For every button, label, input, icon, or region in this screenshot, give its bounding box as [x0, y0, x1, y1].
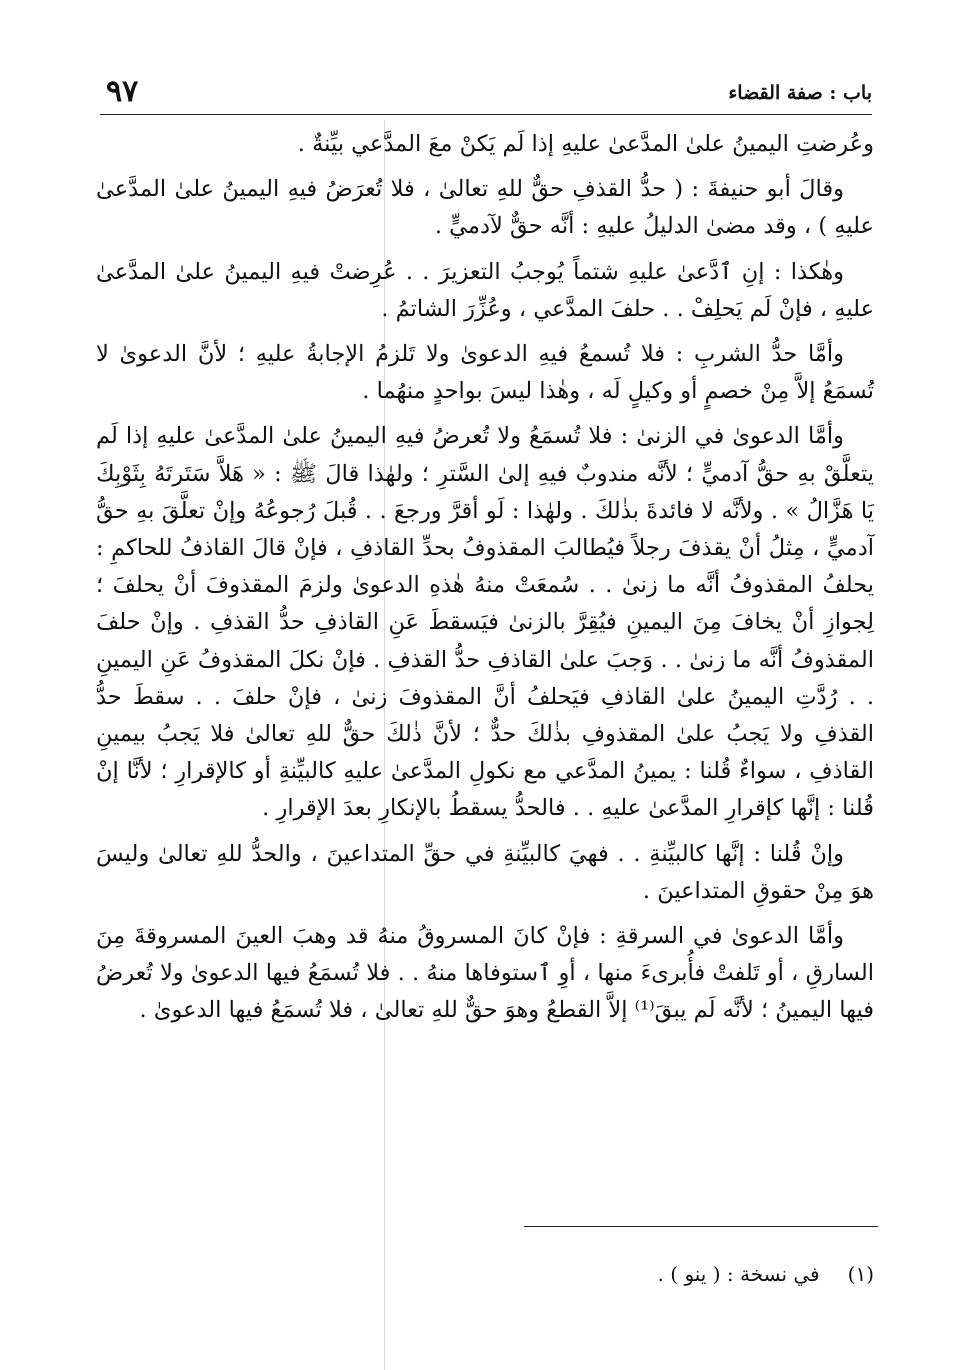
paragraph: وهٰكذا : إنِ ٱدَّعىٰ عليهِ شتماً يُوجبُ التعزيرَ . . عُرِضتْ فيهِ اليمينُ علىٰ المدَّعىٰ عليهِ ، فإنْ لَم يَحلِفْ . . حلفَ المدَّعي ، وعُزِّرَ الشاتمُ .	[96, 258, 874, 322]
footnote-separator	[524, 1226, 878, 1227]
main-text	[96, 126, 874, 1038]
footnote	[658, 1262, 874, 1286]
paragraph: وأمَّا الدعوىٰ في الزنىٰ : فلا تُسمَعُ ولا تُعرضُ فيهِ اليمينُ علىٰ المدَّعىٰ عليهِ إذا لَم يتعلَّقْ بهِ حقُّ آدميٍّ ؛ لأنَّه مندوبٌ فيهِ إلىٰ السَّترِ ؛ ولهٰذا قالَ ﷺ : « هَلاَّ سَتَرتَهُ بِثَوْبِكَ يَا هَزَّالُ » . ولأنَّه لا فائدةَ بذٰلكَ . ولهٰذا : لَو أقرَّ ورجعَ . . قُبلَ رُجوعُهُ وإنْ تعلَّقَ بهِ حقُّ آدميٍّ ، مِثلُ أنْ يقذفَ رجلاً فيُطالبَ المقذوفُ بحدِّ القاذفِ ، فإنْ قالَ القاذفُ للحاكمِ : يحلفُ المقذوفُ أنَّه ما زنىٰ . . سُمعَتْ منهُ هٰذهِ الدعوىٰ ولزمَ المقذوفَ أنْ يحلفَ ؛ لِجوازِ أنْ يخافَ مِنَ اليمينِ فيُقِرَّ بالزنىٰ فيَسقطَ عَنِ القاذفِ حدُّ القذفِ . وإنْ حلفَ المقذوفُ أنَّه ما زنىٰ . . وَجبَ علىٰ القاذفِ حدُّ القذفِ . فإنْ نكلَ المقذوفُ عَنِ اليمينِ . . رُدَّتِ اليمينُ علىٰ القاذفِ فيَحلفُ أنَّ المقذوفَ زنىٰ ، فإنْ حلفَ . . سقطَ حدُّ القذفِ ولا يَجبُ علىٰ المقذوفِ بذٰلكَ حدٌّ ؛ لأنَّ ذٰلكَ حقٌّ للهِ تعالىٰ فلا يَجبُ بيمينِ القاذفِ ، سواءٌ قُلنا : يمينُ المدَّعي مع نكولِ المدَّعىٰ عليهِ كالبيِّنةِ أو كالإقرارِ ؛ لأنَّا إنْ قُلنا : إنَّها كإقرارِ المدَّعىٰ عليهِ . . فالحدُّ يسقطُ بالإنكارِ بعدَ الإقرارِ .	[96, 423, 874, 822]
paragraph: وأمَّا حدُّ الشربِ : فلا تُسمعُ فيهِ الدعوىٰ ولا تَلزمُ الإجابةُ عليهِ ؛ لأنَّ الدعوىٰ لا تُسمَعُ إلاَّ مِنْ خصمٍ أو وكيلٍ لَه ، وهٰذا ليسَ بواحدٍ منهُما .	[96, 341, 874, 405]
footnote-number: (١)	[847, 1262, 874, 1286]
paragraph: وأمَّا الدعوىٰ في السرقةِ : فإنْ كانَ المسروقُ منهُ قد وهبَ العينَ المسروقةَ مِنَ السارقِ ، أو تَلفتْ فأُبرىءَ منها ، أوِ ٱستوفاها منهُ . . فلا تُسمَعُ فيها الدعوىٰ ولا تُعرضُ فيها اليمينُ ؛ لأنَّه لَم يبقَ⁽¹⁾ إلاَّ القطعُ وهوَ حقٌّ للهِ تعالىٰ ، فلا تُسمَعُ فيها الدعوىٰ .	[96, 923, 874, 1024]
paragraph: وقالَ أبو حنيفةَ : ( حدُّ القذفِ حقٌّ للهِ تعالىٰ ، فلا تُعرَضُ فيهِ اليمينُ علىٰ المدَّعىٰ عليهِ ) ، وقد مضىٰ الدليلُ عليهِ : أنَّه حقٌّ لآدميٍّ .	[96, 176, 874, 240]
page-header	[100, 74, 872, 114]
running-title: باب : صفة القضاء	[728, 82, 872, 104]
paragraph: وعُرضتِ اليمينُ علىٰ المدَّعىٰ عليهِ إذا لَم يَكنْ معَ المدَّعي بيِّنةٌ .	[297, 131, 874, 157]
paragraph: وإنْ قُلنا : إنَّها كالبيِّنةِ . . فهيَ كالبيِّنةِ في حقِّ المتداعينَ ، والحدُّ للهِ تعالىٰ وليسَ هوَ مِنْ حقوقِ المتداعينَ .	[96, 840, 874, 904]
footnote-text: في نسخة : ( ينو ) .	[657, 1262, 820, 1286]
page-number: ٩٧	[106, 74, 139, 109]
header-rule	[100, 114, 872, 115]
